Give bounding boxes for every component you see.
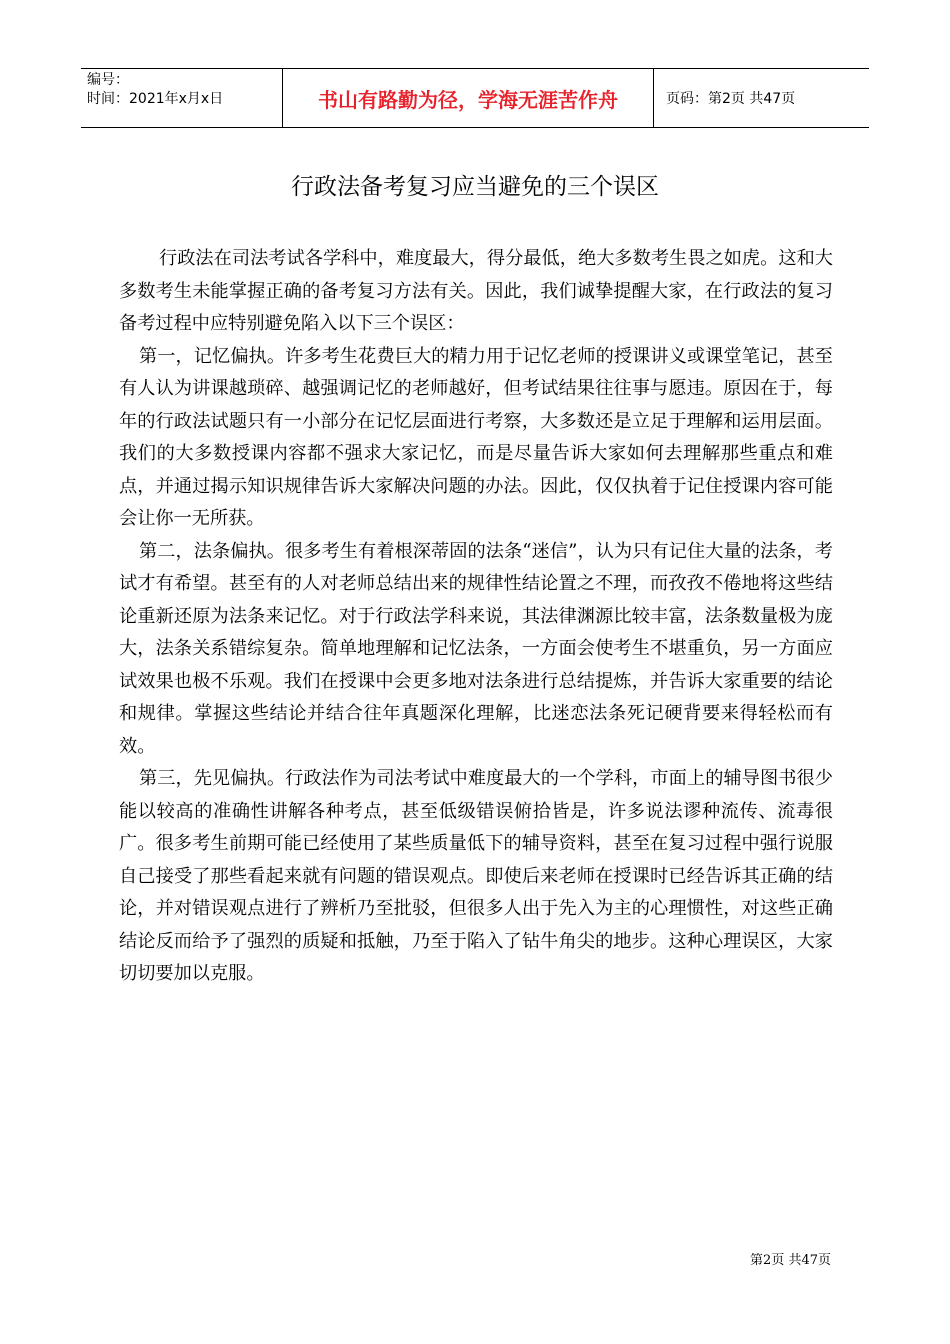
document-body: [119, 243, 833, 991]
paragraph-intro: 行政法在司法考试各学科中，难度最大，得分最低，绝大多数考生畏之如虎。这和大多数考生未能掌握正确的备考复习方法有关。因此，我们诚挚提醒大家，在行政法的复习备考过程中应特别避免陷入以下三个误区：: [119, 248, 833, 334]
document-number-label: 编号：: [87, 72, 129, 88]
page-footer: 第2页 共47页: [750, 1253, 831, 1268]
header-page-info: 页码：第2页 共47页: [666, 91, 796, 107]
page-header: [81, 68, 869, 128]
paragraph-memory-bias: 第一，记忆偏执。许多考生花费巨大的精力用于记忆老师的授课讲义或课堂笔记，甚至有人认为讲课越琐碎、越强调记忆的老师越好，但考试结果往往事与愿违。原因在于，每年的行政法试题只有一小部分在记忆层面进行考察，大多数还是立足于理解和运用层面。我们的大多数授课内容都不强求大家记忆，而是尽量告诉大家如何去理解那些重点和难点，并通过揭示知识规律告诉大家解决问题的办法。因此，仅仅执着于记住授课内容可能会让你一无所获。: [119, 345, 833, 529]
header-motto: 书山有路勤为径，学海无涯苦作舟: [282, 69, 654, 127]
header-meta: [81, 69, 282, 127]
paragraph-preconception-bias: 第三，先见偏执。行政法作为司法考试中难度最大的一个学科，市面上的辅导图书很少能以较高的准确性讲解各种考点，甚至低级错误俯拾皆是，许多说法谬种流传、流毒很广。很多考生前期可能已经使用了某些质量低下的辅导资料，甚至在复习过程中强行说服自己接受了那些看起来就有问题的错误观点。即使后来老师在授课时已经告诉其正确的结论，并对错误观点进行了辨析乃至批驳，但很多人出于先入为主的心理惯性，对这些正确结论反而给予了强烈的质疑和抵触，乃至于陷入了钻牛角尖的地步。这种心理误区，大家切切要加以克服。: [119, 768, 833, 984]
paragraph-statute-bias: 第二，法条偏执。很多考生有着根深蒂固的法条“迷信”，认为只有记住大量的法条，考试才有希望。甚至有的人对老师总结出来的规律性结论置之不理，而孜孜不倦地将这些结论重新还原为法条来记忆。对于行政法学科来说，其法律渊源比较丰富，法条数量极为庞大，法条关系错综复杂。简单地理解和记忆法条，一方面会使考生不堪重负，另一方面应试效果也极不乐观。我们在授课中会更多地对法条进行总结提炼，并告诉大家重要的结论和规律。掌握这些结论并结合往年真题深化理解，比迷恋法条死记硬背要来得轻松而有效。: [119, 540, 833, 757]
document-title: 行政法备考复习应当避免的三个误区: [291, 174, 659, 200]
document-date: 时间：2021年x月x日: [87, 91, 224, 107]
